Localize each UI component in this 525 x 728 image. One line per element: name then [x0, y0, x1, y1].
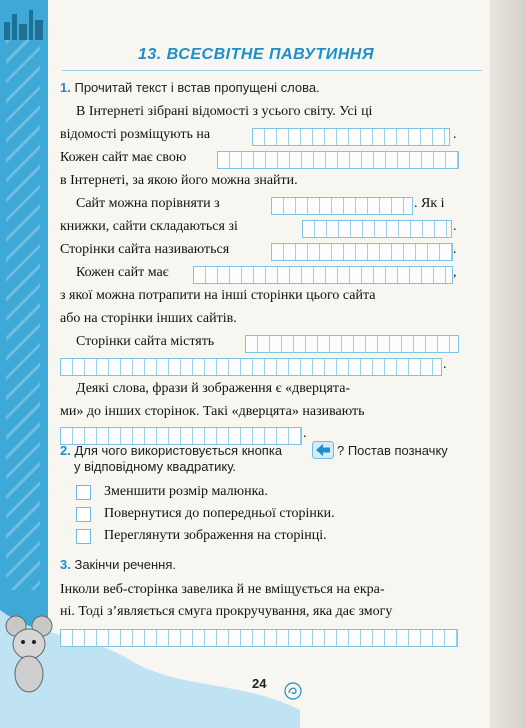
- city-skyline-icon: [2, 4, 46, 40]
- page-title: 13. ВСЕСВІТНЕ ПАВУТИННЯ: [137, 46, 375, 63]
- option-label-2: Повернутися до попередньої сторінки.: [104, 506, 335, 521]
- option-checkbox-1[interactable]: [76, 485, 91, 500]
- task-number: 1.: [60, 80, 71, 95]
- option-checkbox-2[interactable]: [76, 507, 91, 522]
- text-line: книжки, сайти складаються зі: [60, 219, 238, 234]
- punctuation: ,: [453, 265, 457, 280]
- text-line: ми» до інших сторінок. Такі «дверцята» називають: [60, 404, 365, 419]
- page-number: 24: [252, 676, 267, 691]
- task-1-instruction: [60, 80, 320, 95]
- answer-boxes-7[interactable]: [245, 335, 459, 353]
- text-line: в Інтернеті, за якою його можна знайти.: [60, 173, 298, 188]
- punctuation: .: [453, 219, 457, 234]
- page-gutter: [490, 0, 525, 728]
- text-line: . Як і: [414, 196, 445, 211]
- option-label-3: Переглянути зображення на сторінці.: [104, 528, 327, 543]
- text-line: Сторінки сайта називаються: [60, 242, 230, 257]
- text-line: або на сторінки інших сайтів.: [60, 311, 237, 326]
- text-line: Сайт можна порівняти з: [76, 196, 220, 211]
- answer-boxes-4[interactable]: [302, 220, 452, 238]
- answer-boxes-8[interactable]: [60, 358, 442, 376]
- option-label-1: Зменшити розмір малюнка.: [104, 484, 268, 499]
- back-arrow-button-icon: [312, 441, 334, 459]
- task-number: 3.: [60, 557, 71, 572]
- text-line: В Інтернеті зібрані відомості з усього світу. Усі ці: [76, 104, 373, 119]
- task-text: Для чого використовується кнопка: [74, 443, 283, 458]
- text-line: Деякі слова, фрази й зображення є «дверцята-: [76, 381, 351, 396]
- task-3-instruction: [60, 557, 176, 572]
- text-line: Інколи веб-сторінка завелика й не вміщується на екра-: [60, 582, 385, 597]
- punctuation: .: [443, 357, 447, 372]
- text-line: Сторінки сайта містять: [76, 334, 215, 349]
- text-line: Кожен сайт має свою: [60, 150, 187, 165]
- mouse-character-icon: [2, 612, 62, 694]
- text-line: ні. Тоді з’являється смуга прокручування, яка дає змогу: [60, 604, 393, 619]
- answer-boxes-3[interactable]: [271, 197, 413, 215]
- task-text: Прочитай текст і встав пропущені слова.: [74, 80, 320, 95]
- answer-boxes-6[interactable]: [193, 266, 453, 284]
- task-2-instruction-cont: ? Постав позначку: [337, 443, 448, 458]
- answer-boxes-10[interactable]: [60, 629, 458, 647]
- text-line: з якої можна потрапити на інші сторінки цього сайта: [60, 288, 376, 303]
- title-divider: [62, 70, 482, 71]
- task-number: 2.: [60, 443, 71, 458]
- punctuation: .: [453, 242, 457, 257]
- punctuation: .: [303, 426, 307, 441]
- option-checkbox-3[interactable]: [76, 529, 91, 544]
- task-2-instruction: [60, 443, 282, 458]
- punctuation: .: [453, 127, 457, 142]
- task-2-instruction-line2: у відповідному квадратику.: [74, 459, 237, 474]
- answer-boxes-1[interactable]: [252, 128, 450, 146]
- answer-boxes-2[interactable]: [217, 151, 459, 169]
- publisher-logo-icon: [284, 682, 302, 700]
- task-text: Закінчи речення.: [74, 557, 176, 572]
- text-line: відомості розміщують на: [60, 127, 211, 142]
- answer-boxes-5[interactable]: [271, 243, 453, 261]
- band-pattern: [6, 40, 40, 600]
- text-line: Кожен сайт має: [76, 265, 169, 280]
